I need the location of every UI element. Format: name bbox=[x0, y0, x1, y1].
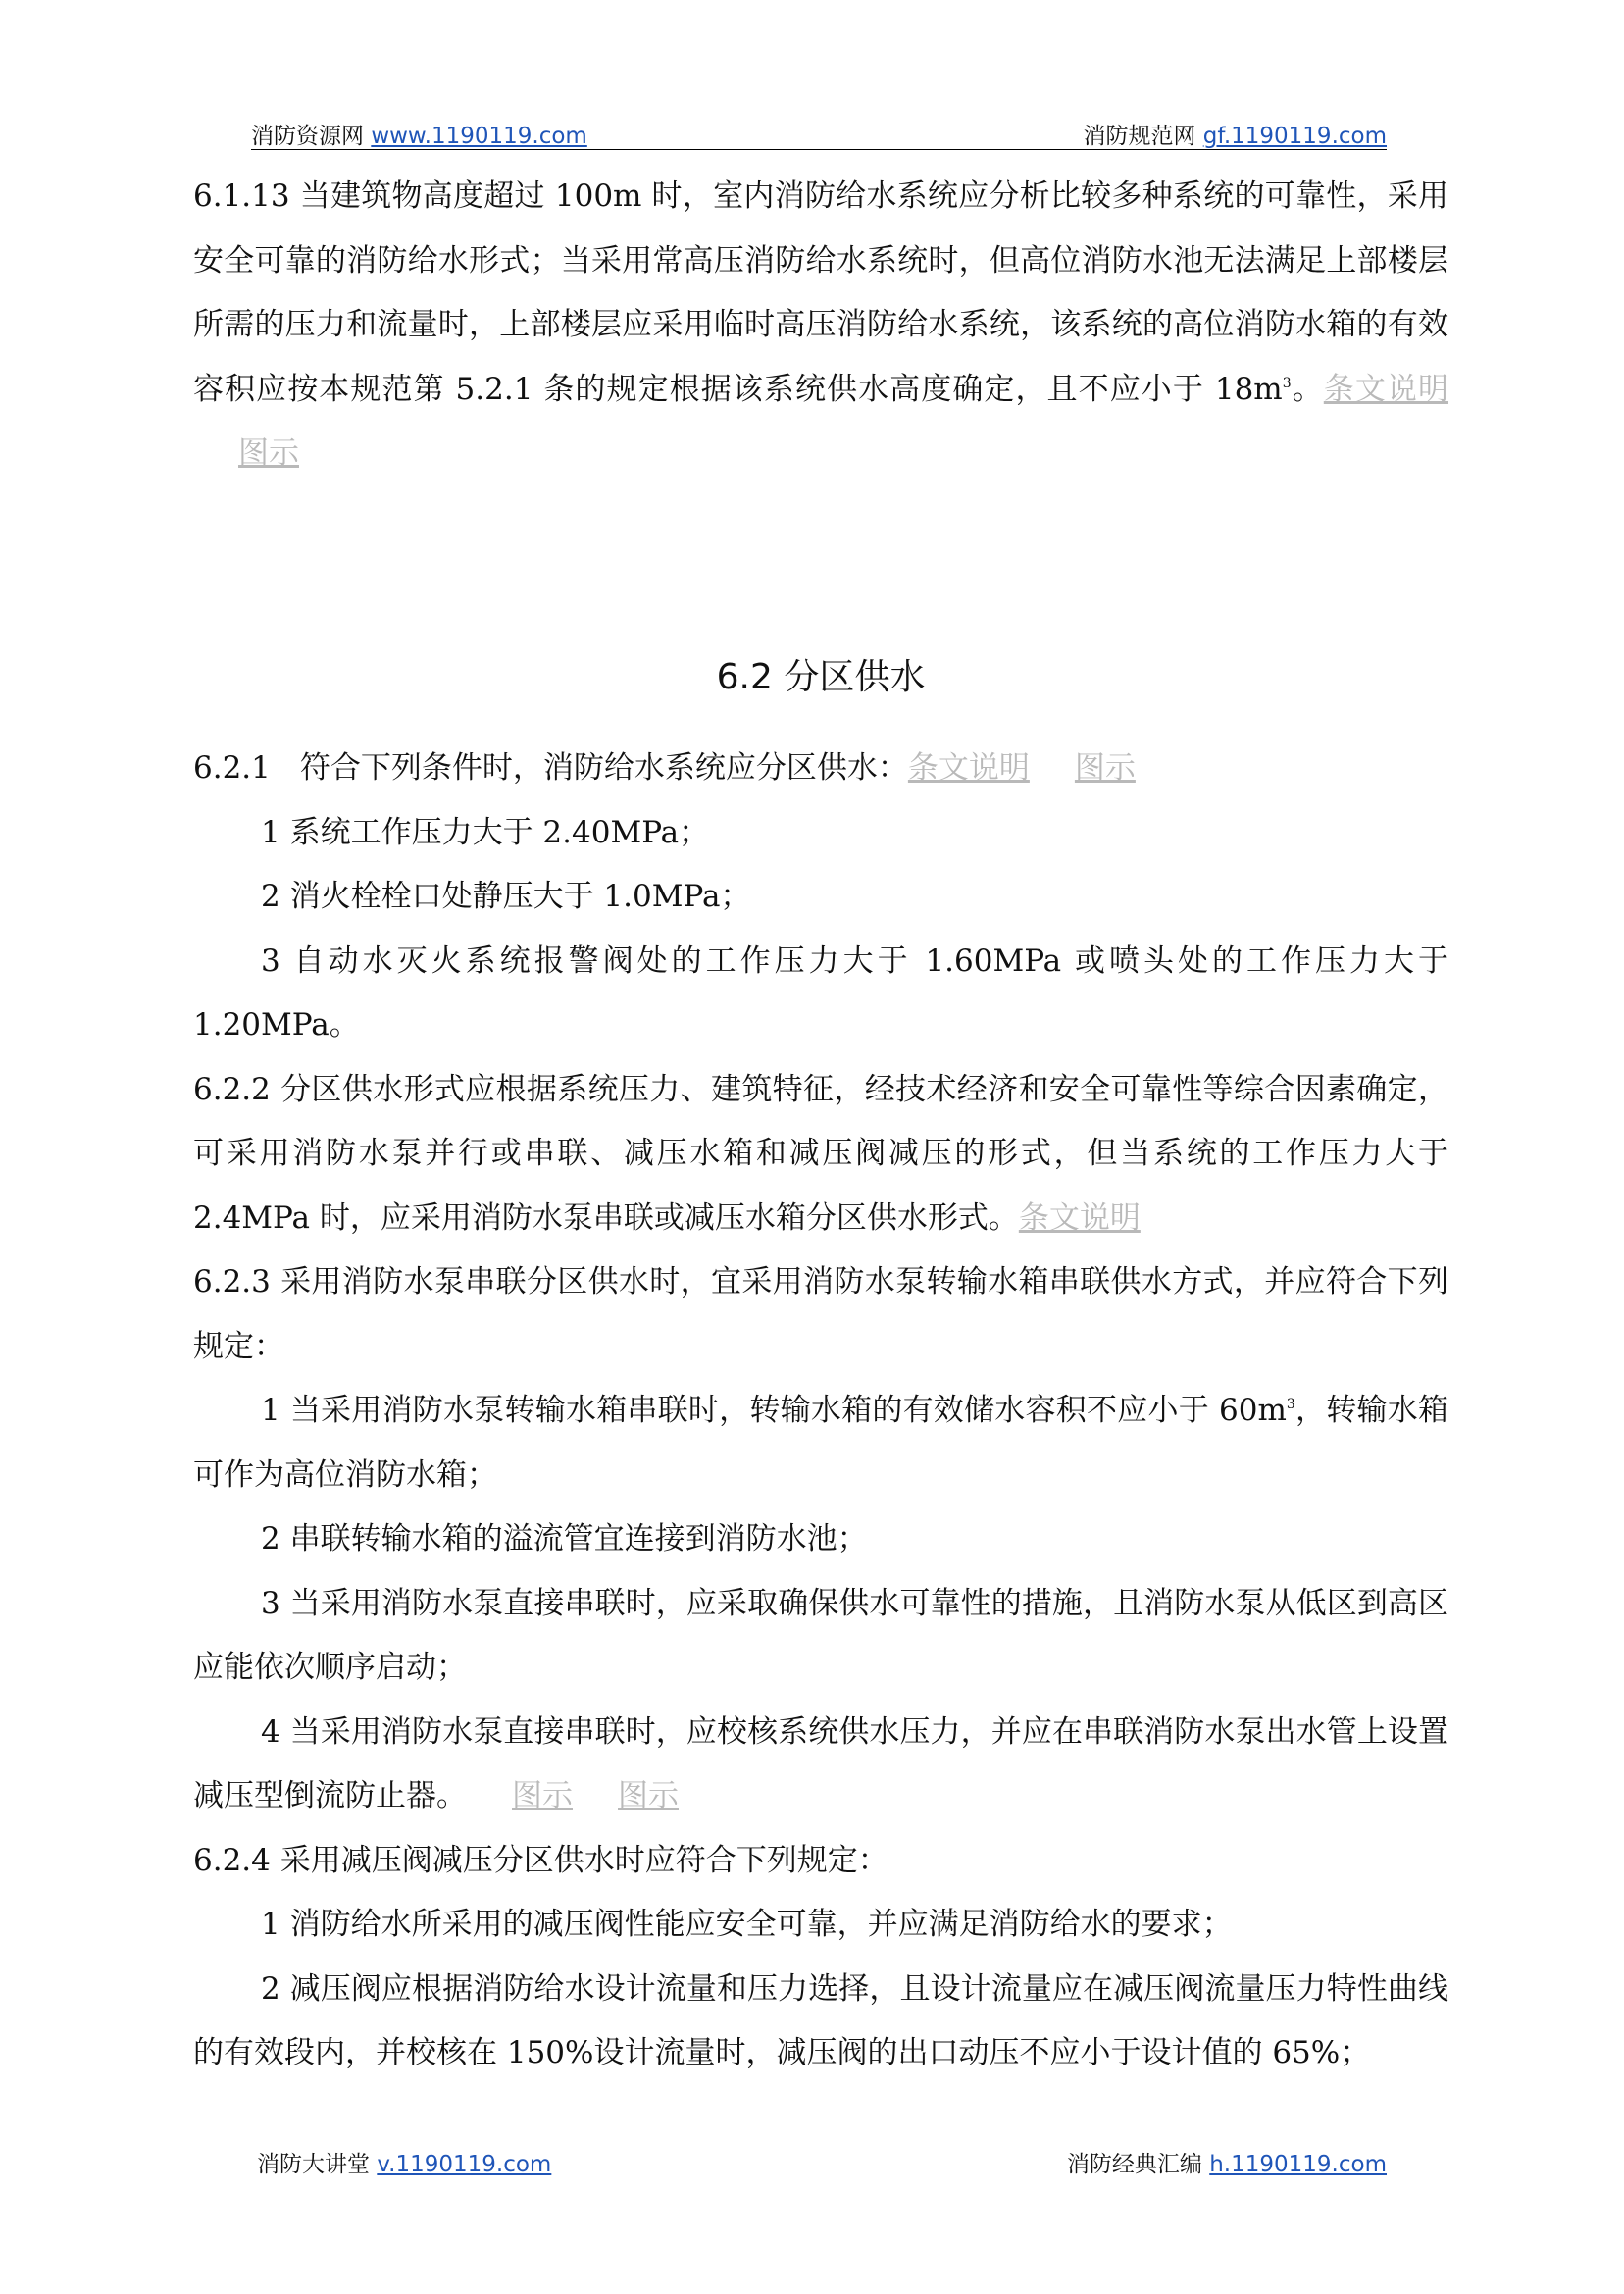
clause-6-2-4: 6.2.4 采用减压阀减压分区供水时应符合下列规定： bbox=[193, 1842, 888, 1878]
list-item: 3 自动水灭火系统报警阀处的工作压力大于 1.60MPa 或喷头处的工作压力大于 1.20MPa。 bbox=[193, 943, 1448, 1043]
header-left bbox=[251, 118, 587, 150]
figure-link[interactable]: 图示 bbox=[618, 1778, 679, 1813]
clause-6-2-2: 6.2.2 分区供水形式应根据系统压力、建筑特征，经技术经济和安全可靠性等综合因素确定，可采用消防水泵并行或串联、减压水箱和减压阀减压的形式，但当系统的工作压力大于 2.4MPa 时，应采用消防水泵串联或减压水箱分区供水形式。条文说明 bbox=[193, 1071, 1448, 1236]
header-left-link[interactable]: www.1190119.com bbox=[371, 124, 587, 149]
figure-link[interactable]: 图示 bbox=[238, 435, 299, 471]
figure-link[interactable]: 图示 bbox=[512, 1778, 573, 1813]
footer-right-label: 消防经典汇编 bbox=[1066, 2152, 1202, 2177]
explain-link[interactable]: 条文说明 bbox=[1018, 1199, 1141, 1236]
section-title: 6.2 分区供水 bbox=[716, 656, 926, 697]
page-header bbox=[251, 116, 1387, 150]
header-right-link[interactable]: gf.1190119.com bbox=[1202, 124, 1387, 149]
clause-6-1-13: 6.1.13 当建筑物高度超过 100m 时，室内消防给水系统应分析比较多种系统的可靠性，采用安全可靠的消防给水形式；当采用常高压消防给水系统时，但高位消防水池无法满足上部楼层所需的压力和流量时，上部楼层应采用临时高压消防给水系统，该系统的高位消防水箱的有效容积应按本规范第 5.2.1 条的规定根据该系统供水高度确定，且不应小于 $18m^3$。条文说明图示 bbox=[193, 178, 1449, 471]
list-item: 2 减压阀应根据消防给水设计流量和压力选择，且设计流量应在减压阀流量压力特性曲线的有效段内，并校核在 150%设计流量时，减压阀的出口动压不应小于设计值的 65%； bbox=[193, 1970, 1448, 2070]
explain-link[interactable]: 条文说明 bbox=[907, 750, 1030, 786]
page-footer bbox=[251, 2146, 1387, 2179]
list-item: 1 消防给水所采用的减压阀性能应安全可靠，并应满足消防给水的要求； bbox=[261, 1907, 1233, 1942]
footer-left-label: 消防大讲堂 bbox=[257, 2152, 370, 2177]
document-body bbox=[193, 165, 1448, 2086]
list-item: 4 当采用消防水泵直接串联时，应校核系统供水压力，并应在串联消防水泵出水管上设置减压型倒流防止器。 图示 图示 bbox=[193, 1713, 1448, 1813]
list-item: 2 串联转输水箱的溢流管宜连接到消防水池； bbox=[261, 1521, 868, 1556]
header-right bbox=[1083, 118, 1387, 150]
explain-link[interactable]: 条文说明 bbox=[1323, 371, 1449, 407]
header-right-label: 消防规范网 bbox=[1083, 124, 1196, 149]
list-item: 2 消火栓栓口处静压大于 1.0MPa； bbox=[261, 879, 751, 914]
footer-right bbox=[1067, 2146, 1387, 2178]
figure-link[interactable]: 图示 bbox=[1074, 750, 1136, 786]
list-item: 1 当采用消防水泵转输水箱串联时，转输水箱的有效储水容积不应小于 $60m^3$，转输水箱可作为高位消防水箱； bbox=[193, 1393, 1449, 1493]
clause-6-2-1: 6.2.1 符合下列条件时，消防给水系统应分区供水：条文说明 图示 bbox=[193, 750, 1136, 786]
footer-right-link[interactable]: h.1190119.com bbox=[1209, 2152, 1387, 2177]
footer-left-link[interactable]: v.1190119.com bbox=[377, 2152, 552, 2177]
footer-left bbox=[257, 2146, 551, 2178]
list-item: 1 系统工作压力大于 2.40MPa； bbox=[261, 814, 710, 850]
header-left-label: 消防资源网 bbox=[251, 124, 364, 149]
clause-6-2-3: 6.2.3 采用消防水泵串联分区供水时，宜采用消防水泵转输水箱串联供水方式，并应符合下列规定： bbox=[193, 1264, 1448, 1364]
list-item: 3 当采用消防水泵直接串联时，应采取确保供水可靠性的措施，且消防水泵从低区到高区应能依次顺序启动； bbox=[193, 1585, 1448, 1685]
